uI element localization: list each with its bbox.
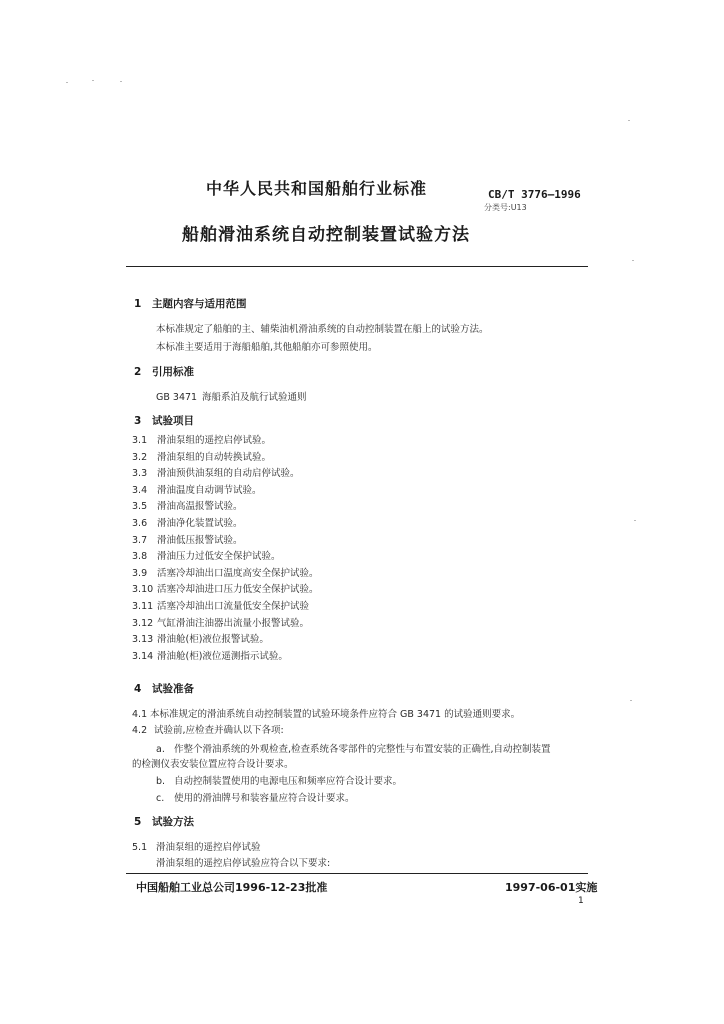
item-label: c. (156, 793, 165, 804)
item-text: 活塞冷却油出口流量低安全保护试验 (157, 600, 310, 612)
item-a-line-2: 的检测仪表安装位置应符合设计要求。 (132, 759, 294, 770)
item-number: 3.9 (132, 567, 148, 579)
section-1-heading (134, 296, 247, 311)
list-item (132, 649, 319, 666)
section-4-heading (134, 681, 194, 696)
scan-speck (628, 120, 630, 121)
item-text: 滑油压力过低安全保护试验。 (157, 551, 281, 563)
section-number: 1 (134, 298, 142, 310)
section-title: 主题内容与适用范围 (152, 298, 247, 310)
section-title: 试验准备 (152, 683, 194, 695)
item-a-line-1 (156, 741, 551, 755)
section-number: 4 (134, 683, 142, 695)
section-3-heading (134, 413, 194, 428)
reference-entry (156, 389, 307, 403)
list-item (132, 466, 319, 483)
footer-rule (126, 873, 588, 874)
item-text: 滑油舱(柜)液位报警试验。 (157, 634, 269, 646)
item-number: 3.1 (132, 435, 148, 446)
list-item (132, 566, 319, 583)
list-item (132, 549, 319, 566)
list-item (132, 499, 319, 516)
list-item (132, 582, 319, 599)
scan-speck (66, 82, 68, 83)
reference-title: 海船系泊及航行试验通则 (202, 392, 307, 403)
section-5-heading (134, 814, 194, 829)
reference-code: GB 3471 (156, 392, 198, 403)
clause-number: 5.1 (132, 842, 148, 853)
approval-date: 中国船舶工业总公司1996-12-23批准 (136, 881, 328, 894)
standard-code: CB/T 3776—1996 (488, 188, 581, 201)
section-title: 试验项目 (152, 415, 194, 427)
item-number: 3.2 (132, 451, 148, 463)
item-text: 气缸滑油注油器出流量小报警试验。 (157, 617, 310, 629)
list-item (132, 433, 319, 450)
item-number: 3.14 (132, 650, 154, 662)
header-org: 中华人民共和国船舶行业标准 (206, 179, 428, 198)
scan-speck (634, 520, 636, 521)
item-number: 3.13 (132, 634, 154, 646)
list-item (132, 483, 319, 500)
list-item (132, 599, 319, 616)
list-item (132, 533, 319, 550)
item-number: 3.4 (132, 484, 148, 496)
item-text: 滑油净化装置试验。 (157, 517, 243, 529)
list-item (132, 616, 319, 633)
clause-text: 滑油泵组的遥控启停试验 (156, 842, 261, 853)
clause-text: 试验前,应检查并确认以下各项: (154, 725, 284, 736)
clause-number: 4.2 (132, 725, 148, 736)
section-title: 试验方法 (152, 816, 194, 828)
item-number: 3.10 (132, 584, 154, 596)
item-number: 3.3 (132, 468, 148, 480)
item-text: 滑油高温报警试验。 (157, 501, 243, 513)
page-number: 1 (578, 896, 584, 906)
document-title: 船舶滑油系统自动控制装置试验方法 (182, 225, 470, 245)
section-number: 2 (134, 366, 142, 378)
scan-speck (92, 80, 94, 81)
clause-4-1 (132, 706, 520, 720)
item-label: a. (156, 744, 165, 755)
paragraph: 本标准主要适用于海船船舶,其他船舶亦可参照使用。 (156, 342, 378, 353)
section-title: 引用标准 (152, 366, 194, 378)
item-text: 滑油泵组的自动转换试验。 (157, 451, 272, 463)
scan-speck (630, 700, 632, 701)
header-rule (126, 266, 588, 267)
item-text: 自动控制装置使用的电源电压和频率应符合设计要求。 (174, 776, 403, 787)
item-label: b. (156, 776, 166, 787)
item-text: 作整个滑油系统的外观检查,检查系统各零部件的完整性与布置安装的正确性,自动控制装置 (174, 744, 551, 755)
section-number: 3 (134, 415, 142, 427)
item-number: 3.8 (132, 551, 148, 563)
item-text: 滑油泵组的遥控启停试验。 (157, 435, 272, 446)
item-text: 活塞冷却油出口温度高安全保护试验。 (157, 567, 319, 579)
item-text: 滑油温度自动调节试验。 (157, 484, 262, 496)
section-2-heading (134, 364, 194, 379)
item-number: 3.6 (132, 517, 148, 529)
item-number: 3.7 (132, 534, 148, 546)
item-text: 滑油低压报警试验。 (157, 534, 243, 546)
item-number: 3.5 (132, 501, 148, 513)
clause-4-2 (132, 722, 284, 736)
item-text: 使用的滑油牌号和装容量应符合设计要求。 (174, 793, 355, 804)
paragraph: 本标准规定了船舶的主、辅柴油机滑油系统的自动控制装置在船上的试验方法。 (156, 324, 489, 335)
scan-speck (120, 81, 122, 82)
list-item (132, 632, 319, 649)
classification-code: 分类号:U13 (484, 203, 527, 212)
item-text: 滑油舱(柜)液位遥测指示试验。 (157, 650, 288, 662)
item-number: 3.11 (132, 600, 154, 612)
clause-number: 4.1 (132, 709, 148, 720)
clause-text: 本标准规定的滑油系统自动控制装置的试验环境条件应符合 GB 3471 的试验通则要求。 (150, 709, 521, 720)
item-c (156, 790, 355, 804)
item-b (156, 773, 402, 787)
scan-speck (632, 260, 634, 261)
item-text: 滑油预供油泵组的自动启停试验。 (157, 468, 300, 480)
item-text: 活塞冷却油进口压力低安全保护试验。 (157, 584, 319, 596)
paragraph: 滑油泵组的遥控启停试验应符合以下要求: (156, 858, 331, 869)
clause-5-1 (132, 839, 261, 853)
list-item (132, 450, 319, 467)
item-number: 3.12 (132, 617, 154, 629)
implementation-date: 1997-06-01实施 (505, 881, 598, 894)
section-number: 5 (134, 816, 142, 828)
list-item (132, 516, 319, 533)
test-items-list (132, 433, 319, 665)
